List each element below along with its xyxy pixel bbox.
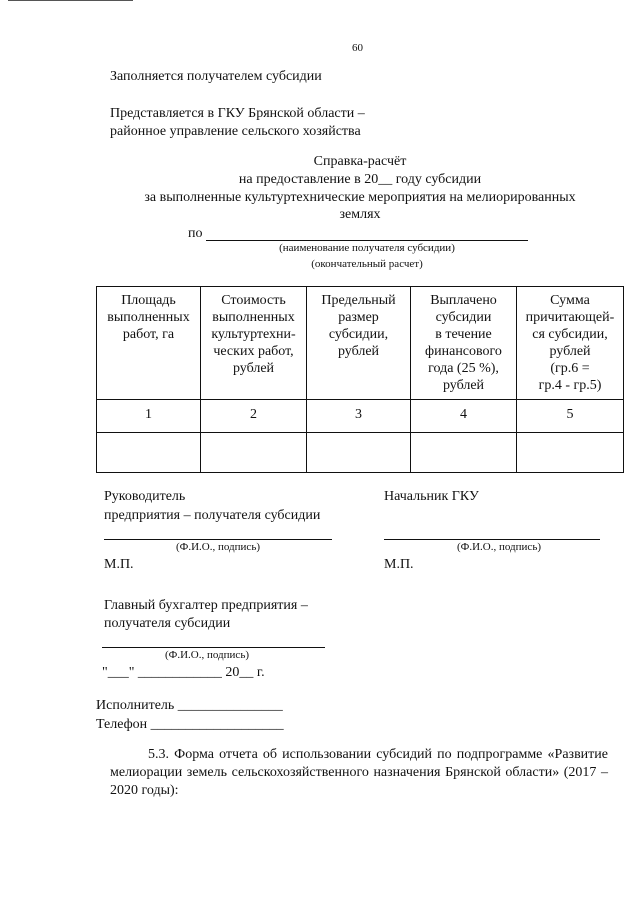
table-header-row xyxy=(97,287,624,400)
title-line2: на предоставление в 20__ году субсидии xyxy=(238,172,482,187)
column-number: 4 xyxy=(411,400,517,433)
head-fio-caption: (Ф.И.О., подпись) xyxy=(176,541,260,553)
column-number: 2 xyxy=(201,400,307,433)
accountant-title-line2: получателя субсидии xyxy=(104,616,231,631)
data-cell[interactable] xyxy=(517,433,624,473)
column-number: 1 xyxy=(97,400,201,433)
page-number: 60 xyxy=(352,42,363,54)
column-number: 5 xyxy=(517,400,624,433)
column-number: 3 xyxy=(307,400,411,433)
date-line[interactable]: "___" ____________ 20__ г. xyxy=(102,665,265,680)
filled-by-note: Заполняется получателем субсидии xyxy=(110,69,322,84)
data-cell[interactable] xyxy=(307,433,411,473)
title-line3: за выполненные культуртехнические мероприятия на мелиорированных xyxy=(144,190,576,205)
head-signature-line[interactable] xyxy=(104,539,332,540)
head-stamp-mark: М.П. xyxy=(104,557,134,572)
phone-field[interactable]: Телефон ___________________ xyxy=(96,717,284,732)
top-edge-mark xyxy=(8,0,133,1)
header-cell-due: Сумма причитающей- ся субсидии, рублей (гр.6 = гр.4 - гр.5) xyxy=(517,287,624,400)
title-line1: Справка-расчёт xyxy=(313,154,407,169)
gku-fio-caption: (Ф.И.О., подпись) xyxy=(457,541,541,553)
executor-field[interactable]: Исполнитель _______________ xyxy=(96,698,283,713)
accountant-fio-caption: (Ф.И.О., подпись) xyxy=(165,649,249,661)
accountant-title-line1: Главный бухгалтер предприятия – xyxy=(104,598,308,613)
data-cell[interactable] xyxy=(97,433,201,473)
gku-signature-line[interactable] xyxy=(384,539,600,540)
head-title-line1: Руководитель xyxy=(104,489,186,504)
accountant-signature-line[interactable] xyxy=(102,647,325,648)
header-cell-limit: Предельный размер субсидии, рублей xyxy=(307,287,411,400)
header-cell-area: Площадь выполненных работ, га xyxy=(97,287,201,400)
gku-head-title: Начальник ГКУ xyxy=(384,489,479,504)
recipient-caption: (наименование получателя субсидии) xyxy=(279,242,455,254)
header-cell-paid: Выплачено субсидии в течение финансового года (25 %), рублей xyxy=(411,287,517,400)
table-data-row xyxy=(97,433,624,473)
recipient-name-line[interactable] xyxy=(206,240,528,241)
data-cell[interactable] xyxy=(411,433,517,473)
table-number-row xyxy=(97,400,624,433)
section-5-3-text: 5.3. Форма отчета об использовании субсидий по подпрограмме «Развитие мелиорации земель сельскохозяйственного назначения Брянской области» (2017 – 2020 годы): xyxy=(110,747,608,798)
gku-stamp-mark: М.П. xyxy=(384,557,414,572)
head-title-line2: предприятия – получателя субсидии xyxy=(104,508,321,523)
data-cell[interactable] xyxy=(201,433,307,473)
submitted-to-line2: районное управление сельского хозяйства xyxy=(110,124,361,139)
subsidy-table xyxy=(96,286,624,473)
submitted-to-line1: Представляется в ГКУ Брянской области – xyxy=(110,106,365,121)
title-line4: землях xyxy=(339,207,381,222)
header-cell-cost: Стоимость выполненных культуртехни- ческих работ, рублей xyxy=(201,287,307,400)
by-prefix: по xyxy=(188,226,203,241)
final-calc-caption: (окончательный расчет) xyxy=(311,258,423,270)
